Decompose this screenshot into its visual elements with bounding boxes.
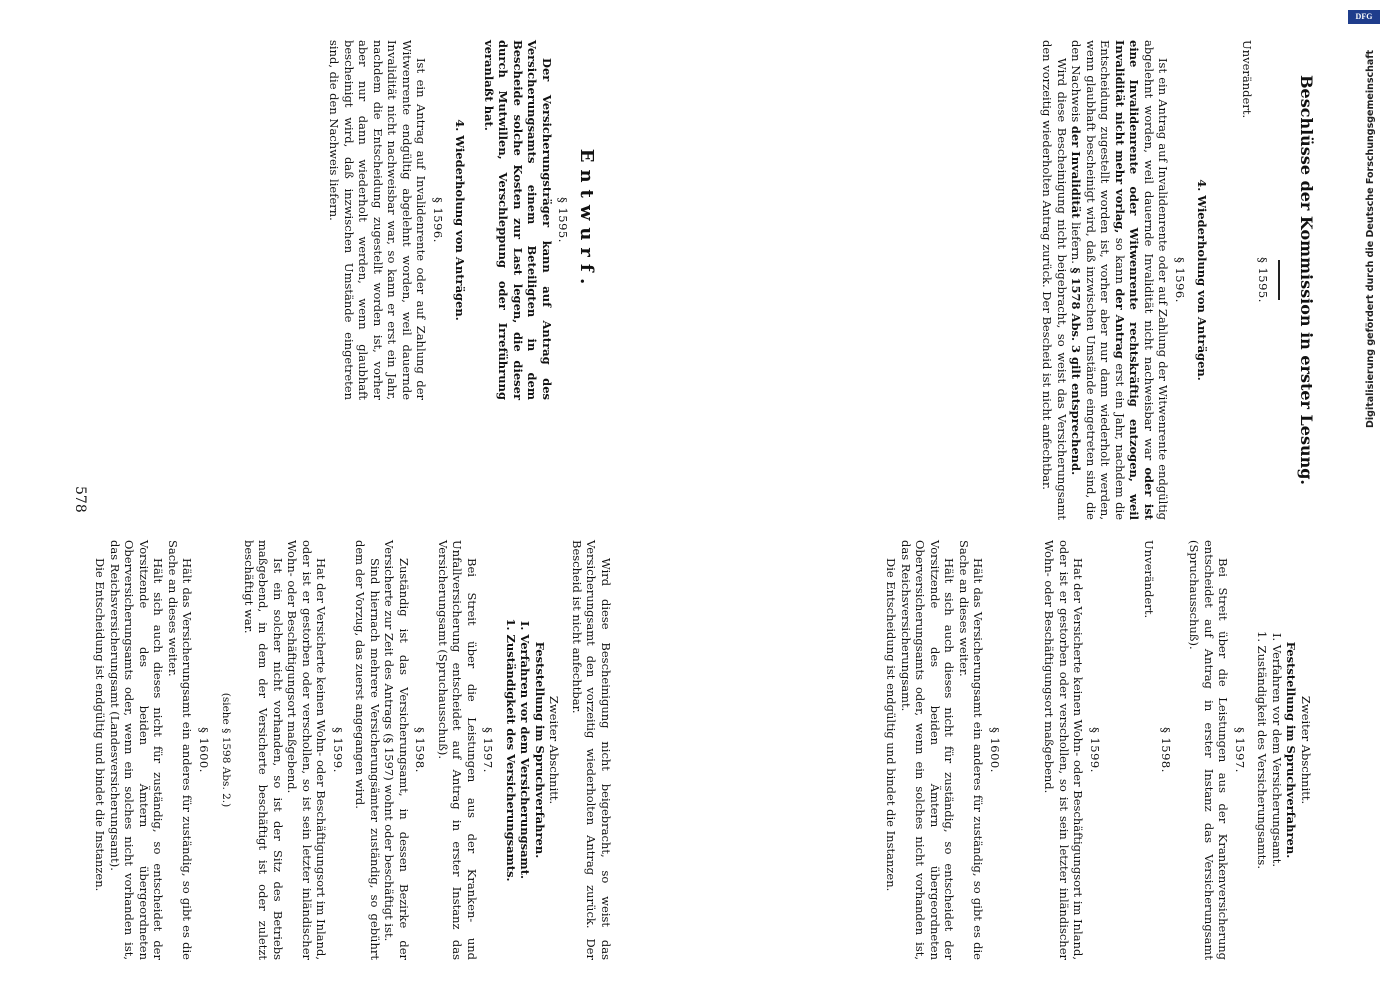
r-1596-part-c: so kann [1113, 233, 1127, 289]
r-1596-part-a: Ist ein Antrag auf Invalidenrente oder auf Zahlung der Witwenrente endgültig abgelehnt worden, weil dauernde Invalidität nicht nachweisbar war [1142, 40, 1171, 520]
r-verfahren-heading: I. Verfahren vor dem Versicherungsamt. [1270, 633, 1284, 867]
zustaendigkeit-heading: 1. Zuständigkeit des Versicherungsamts. [504, 618, 518, 882]
r-feststellung-heading: Feststellung im Spruchverfahren. [1284, 641, 1299, 859]
r-1596-part-g: liefern. [1069, 218, 1084, 268]
section-1596-text2: Wird diese Bescheinigung nicht beigebracht, so weist das Versicherungsamt den vorzeitig wiederholten Antrag zurück. Der Bescheid ist nicht anfechtbar. [570, 540, 613, 960]
section-1600-heading: § 1600. [197, 727, 211, 773]
column-entwurf [93, 40, 597, 400]
section-1600-text2: Hält sich auch dieses nicht für zuständig, so entscheidet der Vorsitzende des beiden Ämtern übergeordneten Oberversicherungsamts oder, wenn ein solches nicht vorhanden ist, das Reichsversicherungsamt (Landesversicherungsamt). [108, 540, 166, 960]
r-section-1597-heading: § 1597. [1233, 727, 1247, 773]
r-unveraendert-1: Unverändert. [1240, 40, 1254, 119]
r-section-1595-heading: § 1595. [1256, 257, 1271, 303]
section-1596-text: Ist ein Antrag auf Invalidenrente oder auf Zahlung der Witwenrente endgültig abgelehnt worden, weil dauernde Invalidität nicht nachweisbar war, so kann er erst ein Jahr, nachdem die Entscheidung zugestellt worden ist, vorher aber nur dann wiederholt werden, wenn glaubhaft bescheinigt wird, daß inzwischen Umstände eingetreten sind, die den Nachweis liefern. [327, 40, 429, 400]
siehe-note: (siehe § 1598 Abs. 2.) [220, 692, 233, 808]
column-title-entwurf: Entwurf. [576, 148, 597, 292]
r-subheading-wiederholung: 4. Wiederholung von Anträgen. [1195, 179, 1210, 381]
r-abschnitt-heading: Zweiter Abschnitt. [1299, 695, 1313, 805]
section-1600-text: Hält das Versicherungsamt ein anderes für zuständig, so gibt es die Sache an dieses weiter. [166, 540, 195, 960]
digitization-credit [1355, 10, 1380, 990]
abschnitt-heading: Zweiter Abschnitt. [547, 695, 562, 805]
dfg-logo: DFG [1348, 10, 1380, 24]
r-section-1600-text2: Hält sich auch dieses nicht für zuständig, so entscheidet der Vorsitzende des beiden Ämtern übergeordneten Oberversicherungsamts oder, wenn ein solches nicht vorhanden ist, das Reichsversicherungsamt. [899, 540, 957, 960]
column-beschluesse-part2 [623, 540, 1313, 960]
section-1597-heading: § 1597. [481, 727, 496, 773]
section-1598-text: Zuständig ist das Versicherungsamt, in dessen Bezirke der Versicherte zur Zeit des Antrags (§ 1597) wohnt oder beschäftigt ist. [382, 540, 411, 960]
r-section-1597-text: Bei Streit über die Leistungen aus der Krankenversicherung entscheidet auf Antrag in erster Instanz das Versicherungsamt (Spruchausschuß). [1187, 540, 1231, 960]
r-section-1596-text2: Wird diese Bescheinigung nicht beigebracht, so weist das Versicherungsamt den vorzeitig wiederholten Antrag zurück. Der Bescheid ist nicht anfechtbar. [1040, 40, 1069, 520]
r-zustaendigkeit-heading: 1. Zuständigkeit des Versicherungsamts. [1255, 631, 1270, 869]
r-section-1599-heading: § 1599. [1088, 727, 1102, 773]
feststellung-heading: Feststellung im Spruchverfahren. [533, 641, 547, 859]
r-section-1600-text: Hält das Versicherungsamt ein anderes für zuständig, so gibt es die Sache an dieses weiter. [957, 540, 986, 960]
section-1599-text: Hat der Versicherte keinen Wohn- oder Beschäftigungsort im Inland, oder ist er gestorben oder verschollen, so ist sein letzter inländischer Wohn- oder Beschäftigungsort maßgebend. [285, 540, 329, 960]
section-1595-text: Der Versicherungsträger kann auf Antrag des Versicherungsamts einem Beteiligten in dem Bescheide solche Kosten zur Last legen, die dieser durch Mutwillen, Verschleppung oder Irreführung veranlaßt hat. [482, 40, 554, 400]
verfahren-heading: I. Verfahren vor dem Versicherungsamt. [518, 620, 533, 880]
r-1596-part-f: der Invalidität [1069, 125, 1084, 219]
r-section-1596-heading: § 1596. [1173, 257, 1187, 303]
r-1596-part-d: der Antrag [1113, 288, 1127, 359]
r-1596-part-h: § 1578 Abs. 3 gilt entsprechend. [1069, 267, 1084, 476]
r-section-1600-heading: § 1600. [988, 727, 1002, 773]
r-section-1596-text [1069, 40, 1171, 520]
section-1598-text2: Sind hiernach mehrere Versicherungsämter zuständig, so gebührt dem der Vorzug, das zuerst angegangen wird. [353, 540, 382, 960]
subheading-wiederholung: 4. Wiederholung von Anträgen. [453, 119, 468, 321]
page-number: 578 [72, 486, 88, 513]
section-1597-text: Bei Streit über die Leistungen aus der Kranken- und Unfallversicherung entscheidet auf Antrag in erster Instanz das Versicherungsamt (Spruchausschuß). [436, 540, 479, 960]
section-1600-text3: Die Entscheidung ist endgültig und bindet die Instanzen. [93, 558, 108, 892]
credit-text: Digitalisierung gefördert durch die Deutsche Forschungsgemeinschaft [1365, 50, 1376, 428]
column-title-beschluesse: Beschlüsse der Kommission in erster Lesung. [1297, 75, 1316, 485]
r-1596-part-b: oder ist eine Invalidenrente oder Witwenrente rechtskräftig entzogen, weil Invalidität nicht mehr vorlag, [1113, 40, 1156, 520]
section-1596-heading: § 1596. [431, 197, 445, 243]
r-unveraendert-2: Unverändert. [1142, 540, 1157, 619]
title-rule [1279, 260, 1281, 300]
section-1599-text2: Ist ein solcher nicht vorhanden, so ist der Sitz des Betriebs maßgebend, in dem der Versicherte beschäftigt ist oder zuletzt beschäftigt war. [242, 540, 285, 960]
r-section-1599-text: Hat der Versicherte keinen Wohn- oder Beschäftigungsort im Inland, oder ist er gestorben oder verschollen, so ist sein letzter inländischer Wohn- oder Beschäftigungsort maßgebend. [1042, 540, 1086, 960]
r-section-1600-text3: Die Entscheidung ist endgültig und bindet die Instanzen. [884, 558, 899, 892]
r-1596-part-e: erst ein Jahr, nachdem die Entscheidung zugestellt worden ist, vorher aber nur dann wiederholt werden, wenn glaubhaft bescheinigt wird, daß inzwischen Umstände eingetreten sind, die den Nachweis [1069, 40, 1127, 520]
column-entwurf-part2 [23, 540, 613, 960]
section-1595-heading: § 1595. [556, 197, 571, 243]
section-1598-heading: § 1598. [413, 727, 428, 773]
section-1599-heading: § 1599. [331, 727, 345, 773]
column-beschluesse [713, 40, 1316, 520]
r-section-1598-heading: § 1598. [1159, 727, 1173, 773]
